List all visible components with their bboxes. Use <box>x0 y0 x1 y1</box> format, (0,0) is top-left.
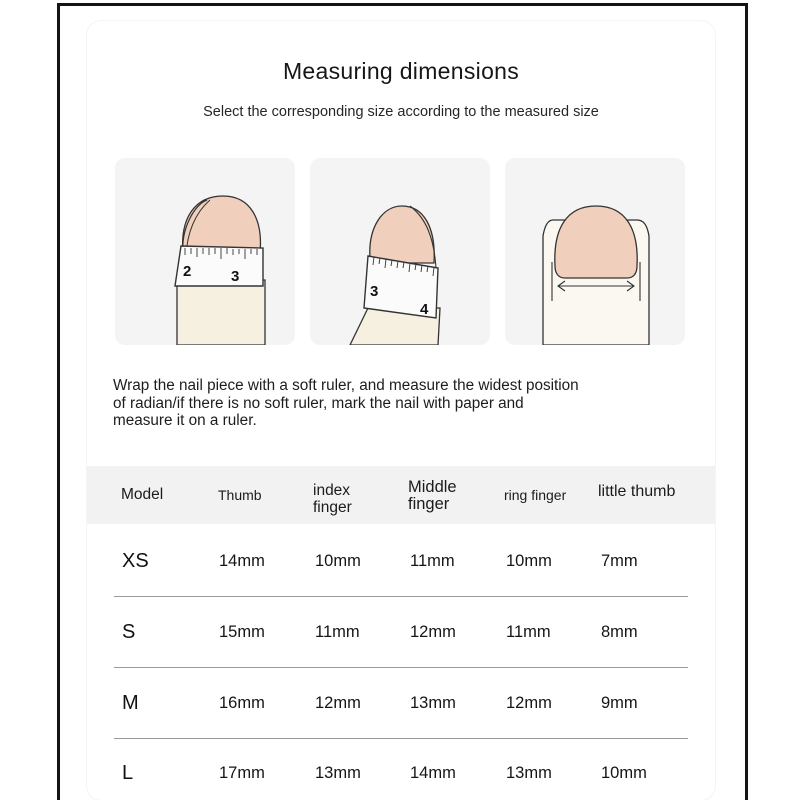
table-cell: 14mm <box>219 552 265 570</box>
table-cell: 10mm <box>315 552 361 570</box>
illustration-thumb-measure <box>115 158 295 345</box>
thumb-with-ruler-image <box>115 158 295 345</box>
model-label: XS <box>122 550 149 572</box>
ruler-mark: 4 <box>420 301 429 318</box>
page-title: Measuring dimensions <box>282 58 520 84</box>
ruler-mark: 3 <box>231 268 240 285</box>
row-divider <box>114 738 688 739</box>
column-header-index-finger: index finger <box>313 482 352 516</box>
nail-width-image <box>505 158 685 345</box>
column-header-little-thumb: little thumb <box>598 483 676 500</box>
illustration-finger-measure <box>310 158 490 345</box>
illustration-nail-width <box>505 158 685 345</box>
model-label: L <box>122 762 134 784</box>
table-cell: 13mm <box>315 764 361 782</box>
table-cell: 8mm <box>601 623 638 641</box>
page-subtitle: Select the corresponding size according to the measured size <box>203 104 599 120</box>
table-cell: 11mm <box>506 623 551 641</box>
row-divider <box>114 596 688 597</box>
table-cell: 10mm <box>601 764 647 782</box>
column-header-ring-finger: ring finger <box>504 487 567 503</box>
table-cell: 14mm <box>410 764 456 782</box>
table-cell: 12mm <box>315 694 361 712</box>
table-cell: 11mm <box>410 552 455 570</box>
model-label: M <box>122 692 139 714</box>
table-cell: 11mm <box>315 623 360 641</box>
measuring-instructions <box>113 377 693 430</box>
model-label: S <box>122 621 136 643</box>
table-cell: 13mm <box>410 694 456 712</box>
table-cell: 10mm <box>506 552 552 570</box>
column-header-middle-finger: Middle finger <box>408 478 457 513</box>
table-cell: 17mm <box>219 764 265 782</box>
instruction-line: of radian/if there is no soft ruler, mark the nail with paper and <box>113 394 524 412</box>
table-cell: 12mm <box>506 694 552 712</box>
column-header-model: Model <box>121 486 164 503</box>
ruler-mark: 3 <box>370 283 379 300</box>
table-cell: 13mm <box>506 764 552 782</box>
column-header-thumb: Thumb <box>218 487 262 503</box>
table-cell: 9mm <box>601 694 638 712</box>
table-cell: 7mm <box>601 552 638 570</box>
instruction-line: measure it on a ruler. <box>113 412 257 429</box>
table-cell: 15mm <box>219 623 265 641</box>
table-cell: 16mm <box>219 694 265 712</box>
instruction-line: Wrap the nail piece with a soft ruler, and measure the widest position <box>113 377 579 394</box>
table-cell: 12mm <box>410 623 456 641</box>
ruler-mark: 2 <box>183 263 192 280</box>
finger-with-ruler-image <box>310 158 490 345</box>
row-divider <box>114 667 688 668</box>
